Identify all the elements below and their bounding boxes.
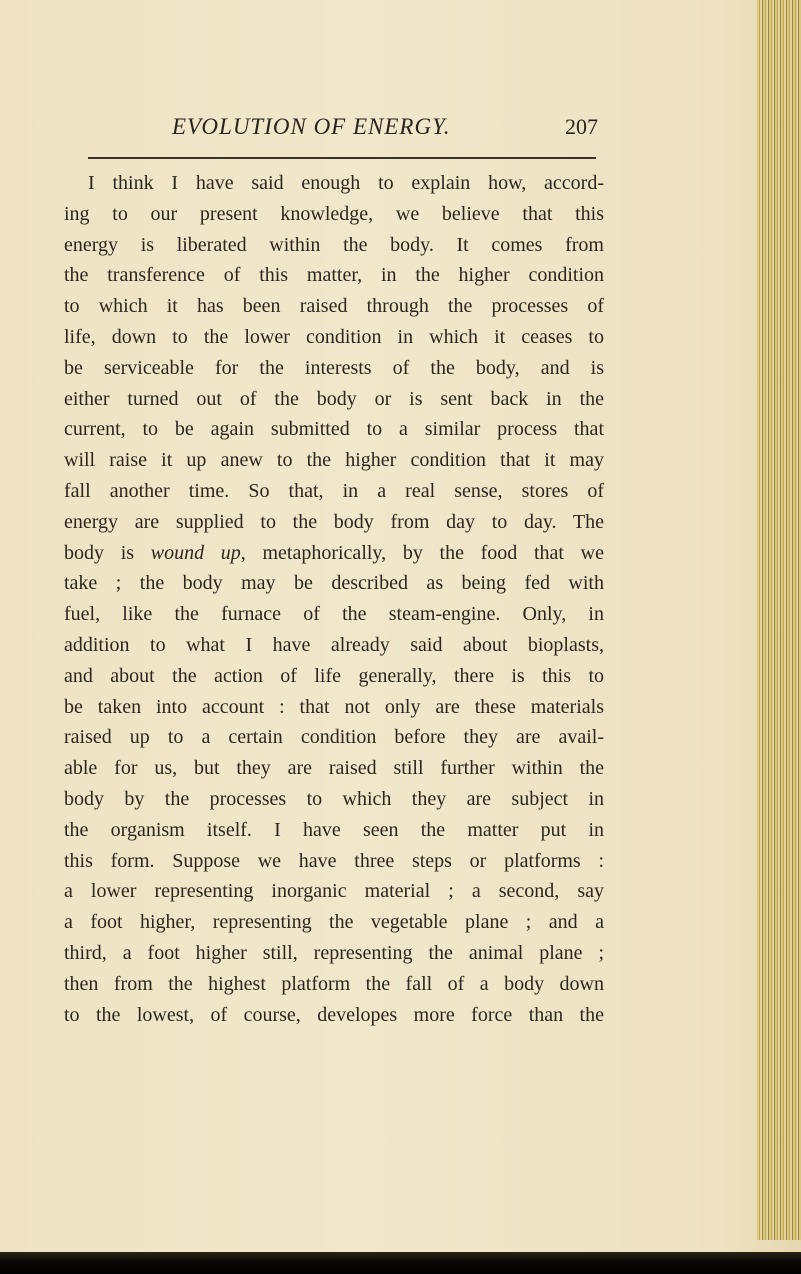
text-line: life, down to the lower condition in which it ceases to: [64, 325, 604, 348]
text-line: will raise it up anew to the higher condition that it may: [64, 449, 604, 472]
bottom-shadow: [0, 1252, 801, 1274]
running-head: [64, 110, 604, 150]
text-line: to which it has been raised through the processes of: [64, 295, 604, 318]
text-line: I think I have said enough to explain how, accord-: [88, 172, 604, 194]
text-line: ing to our present knowledge, we believe that this: [64, 202, 604, 225]
text-line: a lower representing inorganic material ; a second, say: [64, 880, 604, 903]
text-line: be serviceable for the interests of the body, and is: [64, 356, 604, 379]
text-line: the transference of this matter, in the higher condition: [64, 264, 604, 287]
text-line: and about the action of life generally, there is this to: [64, 664, 604, 687]
paragraph: [64, 168, 604, 1030]
header-rule: [88, 157, 596, 159]
text-fragment: , metaphorically, by the food that we: [240, 541, 605, 564]
page-number: 207: [565, 114, 598, 139]
text-line: to the lowest, of course, developes more force than the: [64, 1003, 604, 1026]
text-line: current, to be again submitted to a similar process that: [64, 418, 604, 441]
text-fragment: body is: [64, 541, 151, 564]
text-line-with-italic: [64, 538, 604, 569]
text-line: either turned out of the body or is sent back in the: [64, 387, 604, 410]
text-line: raised up to a certain condition before they are avail-: [64, 726, 604, 749]
text-line: this form. Suppose we have three steps or platforms :: [64, 849, 604, 872]
text-line: then from the highest platform the fall of a body down: [64, 972, 604, 995]
text-line: the organism itself. I have seen the matter put in: [64, 818, 604, 841]
text-line: take ; the body may be described as being fed with: [64, 572, 604, 595]
text-line: addition to what I have already said about bioplasts,: [64, 633, 604, 656]
text-line: third, a foot higher still, representing the animal plane ;: [64, 941, 604, 964]
text-line: energy are supplied to the body from day to day. The: [64, 510, 604, 533]
text-line: fuel, like the furnace of the steam-engine. Only, in: [64, 603, 604, 626]
text-line: body by the processes to which they are subject in: [64, 787, 604, 810]
text-line: fall another time. So that, in a real sense, stores of: [64, 479, 604, 502]
running-title: EVOLUTION OF ENERGY.: [172, 114, 451, 139]
page-edge: [757, 0, 801, 1240]
text-line: a foot higher, representing the vegetable plane ; and a: [64, 911, 604, 934]
italic-phrase: wound up: [150, 541, 241, 564]
text-line: be taken into account : that not only are these materials: [64, 695, 604, 718]
text-line: able for us, but they are raised still further within the: [64, 757, 604, 780]
text-line: energy is liberated within the body. It comes from: [64, 233, 604, 256]
